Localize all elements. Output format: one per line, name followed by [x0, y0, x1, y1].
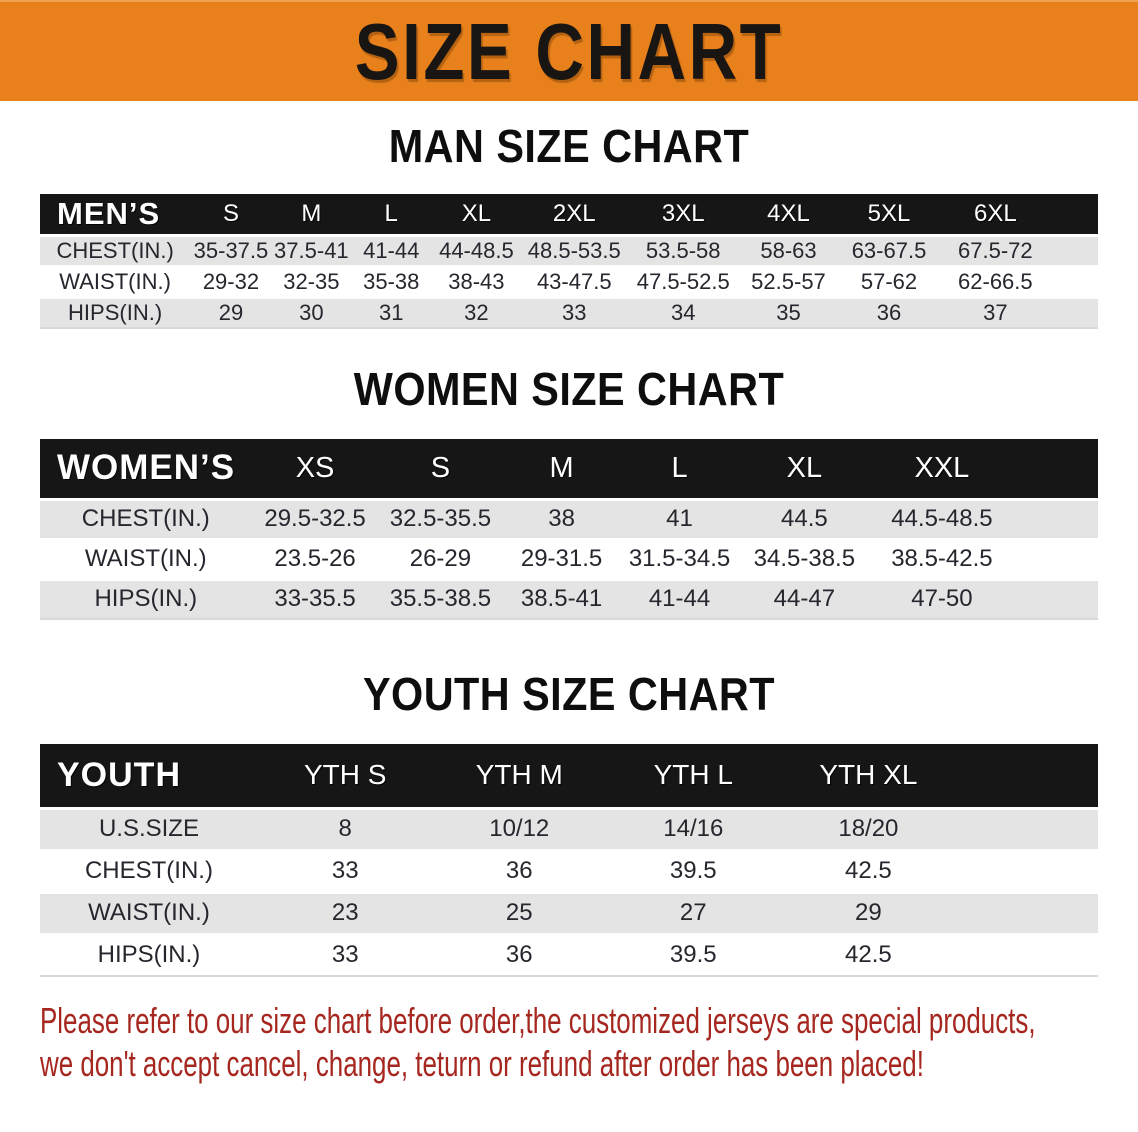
spacer-cell	[956, 808, 1098, 850]
size-table	[40, 744, 1098, 977]
size-cell: 37	[983, 299, 1008, 325]
size-cell: 57-62	[860, 268, 918, 294]
size-cell: 53.5-58	[645, 237, 721, 263]
size-table	[40, 194, 1098, 329]
size-cell: 41-44	[648, 585, 711, 613]
size-cell: 37.5-41	[274, 237, 349, 263]
column-header: L	[671, 451, 688, 484]
spacer-cell	[956, 744, 1098, 808]
row-label: WAIST(IN.)	[84, 545, 207, 572]
size-cell: 31.5-34.5	[628, 545, 731, 572]
table-title-cell: MEN’S	[57, 195, 161, 231]
column-header: 3XL	[661, 199, 705, 227]
size-cell: 41	[666, 505, 693, 532]
size-cell: 33	[562, 299, 587, 325]
table-row	[40, 808, 1098, 850]
row-label: HIPS(IN.)	[97, 941, 201, 969]
column-header: S	[222, 199, 239, 227]
size-cell: 14/16	[663, 815, 724, 842]
size-cell: 39.5	[669, 941, 717, 969]
size-cell: 63-67.5	[851, 237, 927, 263]
column-header: 2XL	[552, 199, 596, 227]
section-youth-size-chart	[0, 670, 1138, 977]
row-label: HIPS(IN.)	[68, 299, 163, 325]
table-row	[40, 235, 1098, 266]
table-row	[40, 579, 1098, 619]
size-cell: 38.5-41	[520, 585, 603, 613]
size-cell: 41-44	[363, 237, 420, 263]
size-cell: 29.5-32.5	[264, 505, 366, 532]
column-header: XL	[461, 199, 492, 227]
size-cell: 47-50	[911, 585, 973, 613]
spacer-cell	[1050, 297, 1098, 328]
column-header: L	[384, 199, 398, 227]
size-cell: 29	[218, 299, 244, 325]
column-header: XL	[786, 451, 823, 484]
table-row	[40, 850, 1098, 892]
table-row	[40, 892, 1098, 934]
size-cell: 38	[548, 505, 575, 532]
table-row	[40, 539, 1098, 579]
size-cell: 35-38	[363, 268, 420, 294]
spacer-cell	[956, 850, 1098, 892]
row-label: CHEST(IN.)	[84, 857, 213, 884]
spacer-cell	[1013, 499, 1098, 539]
size-cell: 67.5-72	[958, 237, 1033, 263]
spacer-cell	[1013, 539, 1098, 579]
spacer-cell	[956, 934, 1098, 976]
size-cell: 29-32	[202, 268, 260, 294]
size-cell: 35-37.5	[193, 237, 269, 263]
banner-title: SIZE CHART	[354, 6, 784, 96]
size-cell: 35.5-38.5	[389, 585, 492, 613]
size-cell: 33-35.5	[274, 585, 356, 613]
table-header-row	[40, 439, 1098, 499]
column-header: S	[430, 451, 451, 484]
size-cell: 44-47	[773, 585, 836, 613]
size-chart-sections	[0, 122, 1138, 977]
table-row	[40, 934, 1098, 976]
size-cell: 34	[670, 299, 696, 325]
size-cell: 36	[876, 299, 902, 325]
size-cell: 31	[378, 299, 404, 325]
size-cell: 42.5	[845, 857, 892, 884]
table-row	[40, 499, 1098, 539]
size-cell: 32	[464, 299, 489, 325]
row-label: WAIST(IN.)	[59, 268, 171, 294]
row-label: HIPS(IN.)	[94, 585, 198, 613]
column-header: YTH S	[303, 759, 387, 791]
size-cell: 30	[299, 299, 324, 325]
column-header: 4XL	[767, 199, 810, 227]
size-cell: 38-43	[448, 268, 505, 294]
column-header: M	[549, 451, 574, 484]
size-cell: 25	[505, 899, 533, 926]
size-cell: 44.5-48.5	[891, 505, 993, 532]
size-cell: 18/20	[838, 815, 899, 842]
size-cell: 23.5-26	[274, 545, 356, 572]
size-cell: 52.5-57	[751, 268, 826, 294]
size-cell: 33	[331, 857, 359, 884]
size-table	[40, 439, 1098, 620]
spacer-cell	[1050, 194, 1098, 235]
size-cell: 38.5-42.5	[891, 545, 993, 572]
banner	[0, 0, 1138, 101]
size-cell: 43-47.5	[536, 268, 612, 294]
column-header: YTH M	[475, 759, 563, 791]
size-cell: 29	[855, 899, 882, 926]
section-heading: YOUTH SIZE CHART	[362, 668, 776, 720]
size-cell: 36	[505, 941, 533, 969]
size-cell: 62-66.5	[958, 268, 1033, 294]
size-cell: 33	[331, 941, 359, 969]
column-header: YTH XL	[819, 759, 918, 791]
size-cell: 32.5-35.5	[389, 505, 492, 532]
size-cell: 36	[505, 857, 533, 884]
row-label: WAIST(IN.)	[88, 899, 210, 926]
size-cell: 42.5	[845, 941, 892, 969]
size-cell: 32-35	[283, 268, 340, 294]
section-man-size-chart	[0, 122, 1138, 329]
footer-note-line1: Please refer to our size chart before order,the customized jerseys are special products,	[40, 1000, 1036, 1041]
spacer-cell	[1050, 235, 1098, 266]
table-header-row	[40, 744, 1098, 808]
table-header-row	[40, 194, 1098, 235]
size-cell: 47.5-52.5	[636, 268, 730, 294]
column-header: XS	[295, 451, 335, 484]
size-cell: 39.5	[669, 857, 717, 884]
footer-note	[40, 999, 1138, 1085]
section-heading: MAN SIZE CHART	[388, 120, 750, 172]
table-row	[40, 297, 1098, 328]
footer-note-line2: we don't accept cancel, change, teturn or refund after order has been placed!	[40, 1043, 924, 1084]
column-header: 5XL	[867, 199, 911, 227]
size-cell: 58-63	[760, 237, 817, 263]
size-cell: 8	[338, 815, 352, 842]
size-cell: 10/12	[489, 815, 550, 842]
size-cell: 35	[776, 299, 801, 325]
size-cell: 26-29	[409, 545, 472, 572]
row-label: CHEST(IN.)	[56, 237, 174, 263]
size-cell: 34.5-38.5	[753, 545, 856, 572]
row-label: CHEST(IN.)	[81, 505, 210, 532]
spacer-cell	[1013, 439, 1098, 499]
size-cell: 23	[331, 899, 359, 926]
table-row	[40, 266, 1098, 297]
spacer-cell	[1050, 266, 1098, 297]
table-title-cell: YOUTH	[57, 755, 181, 794]
section-women-size-chart	[0, 365, 1138, 620]
column-header: 6XL	[973, 199, 1017, 227]
column-header: XXL	[914, 451, 970, 484]
size-cell: 48.5-53.5	[527, 237, 621, 263]
section-heading: WOMEN SIZE CHART	[353, 363, 785, 415]
table-title-cell: WOMEN’S	[57, 448, 236, 488]
size-cell: 27	[679, 899, 707, 926]
column-header: YTH L	[653, 759, 733, 791]
row-label: U.S.SIZE	[98, 815, 199, 842]
spacer-cell	[1013, 579, 1098, 619]
column-header: M	[301, 199, 322, 227]
size-cell: 44-48.5	[439, 237, 514, 263]
size-cell: 44.5	[781, 505, 828, 532]
size-cell: 29-31.5	[520, 545, 603, 572]
spacer-cell	[956, 892, 1098, 934]
